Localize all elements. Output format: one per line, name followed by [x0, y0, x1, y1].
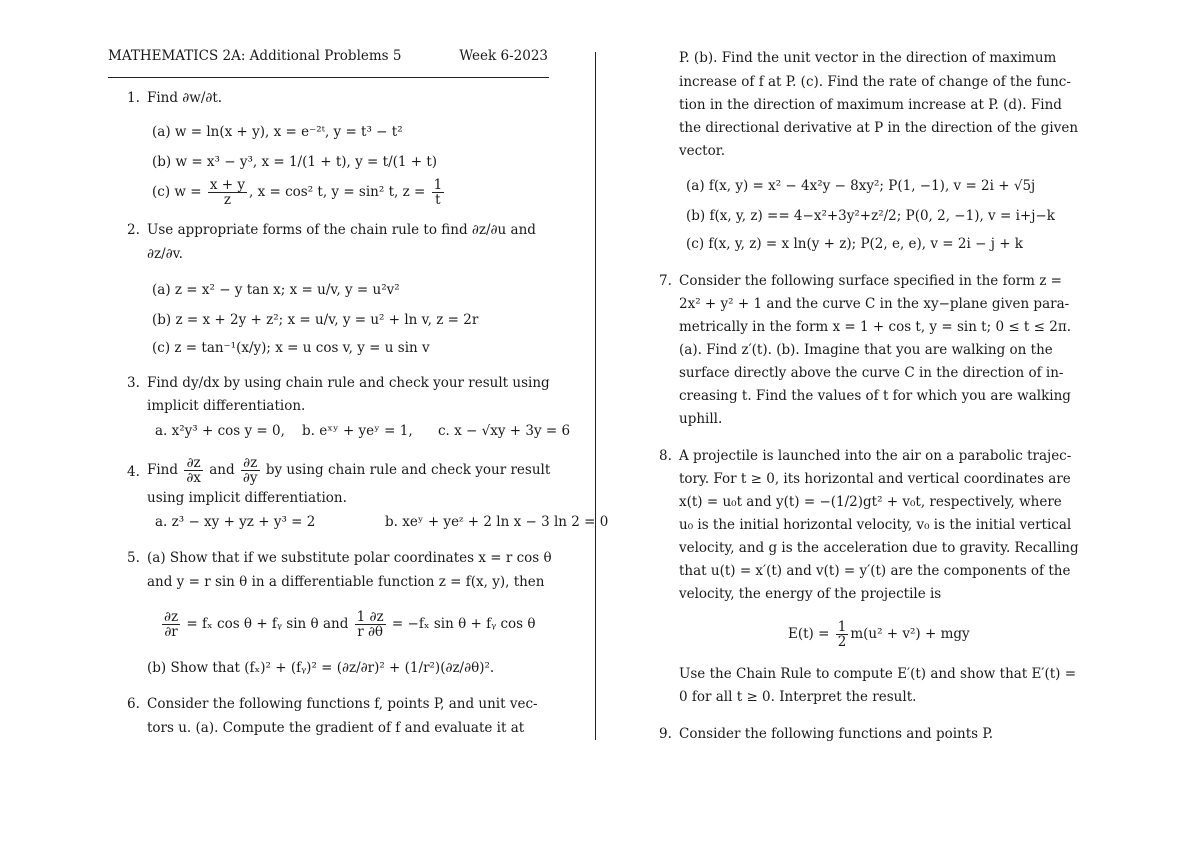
- problem-6-cont-l5: vector.: [679, 143, 725, 159]
- problem-6c: (c) f(x, y, z) = x ln(y + z); P(2, e, e), v = 2i − j + k: [686, 236, 1023, 252]
- column-divider: [595, 52, 596, 740]
- problem-6-number: 6.: [127, 696, 140, 712]
- problem-7-l6: creasing t. Find the values of t for which you are walking: [679, 388, 1071, 404]
- equation-part1: = fₓ cos θ + fᵧ sin θ and: [186, 616, 349, 632]
- fraction-numerator: 1: [837, 619, 847, 635]
- problem-4-rest: by using chain rule and check your result: [265, 462, 551, 478]
- problem-1-text: Find ∂w/∂t.: [147, 90, 223, 106]
- energy-half: [836, 620, 849, 649]
- problem-2-line1: Use appropriate forms of the chain rule to find ∂z/∂u and: [147, 222, 536, 238]
- energy-rhs: m(u² + v²) + mgy: [850, 626, 970, 642]
- fraction-denominator: r ∂θ: [357, 624, 384, 640]
- problem-7-l1: Consider the following surface specified in the form z =: [679, 273, 1062, 289]
- fraction-numerator: ∂z: [184, 456, 203, 471]
- fraction-denominator: z: [223, 192, 231, 208]
- problem-1c-mid: , x = cos² t, y = sin² t, z =: [248, 184, 426, 200]
- problem-7-l2: 2x² + y² + 1 and the curve C in the xy−plane given para-: [679, 296, 1070, 312]
- problem-6-cont-l4: the directional derivative at P in the direction of the given: [679, 120, 1079, 136]
- problem-5-number: 5.: [127, 550, 140, 566]
- problem-8-number: 8.: [659, 448, 672, 464]
- problem-8-l7: velocity, the energy of the projectile is: [679, 586, 942, 602]
- problem-4-line2: using implicit differentiation.: [147, 490, 347, 506]
- partial-z-theta: [355, 610, 386, 639]
- partial-z-y: [241, 456, 260, 485]
- fraction-denominator: ∂y: [242, 470, 258, 486]
- problem-4a: a. z³ − xy + yz + y³ = 2: [155, 514, 316, 530]
- problem-2a: (a) z = x² − y tan x; x = u/v, y = u²v²: [152, 282, 400, 298]
- fraction-numerator: ∂z: [241, 456, 260, 471]
- problem-3-number: 3.: [127, 375, 140, 391]
- problem-2-line2: ∂z/∂v.: [147, 246, 183, 262]
- problem-4-number: 4.: [127, 464, 140, 480]
- problem-7-l3: metrically in the form x = 1 + cos t, y = sin t; 0 ≤ t ≤ 2π.: [679, 319, 1072, 335]
- problem-1-number: 1.: [127, 90, 140, 106]
- problem-8-l2: tory. For t ≥ 0, its horizontal and vertical coordinates are: [679, 471, 1071, 487]
- energy-lhs: E(t) =: [788, 626, 830, 642]
- problem-6a: (a) f(x, y) = x² − 4x²y − 8xy²; P(1, −1), v = 2i + √5j: [686, 178, 1036, 194]
- problem-3a: a. x²y³ + cos y = 0,: [155, 423, 285, 439]
- problem-7-l7: uphill.: [679, 411, 723, 427]
- problem-6-cont-l1: P. (b). Find the unit vector in the direction of maximum: [679, 50, 1057, 66]
- problem-4-and: and: [209, 462, 235, 478]
- problem-4-line1: [147, 456, 550, 485]
- partial-z-x: [184, 456, 203, 485]
- problem-4-find: Find: [147, 462, 179, 478]
- problem-9-number: 9.: [659, 726, 672, 742]
- problem-8-l3: x(t) = u₀t and y(t) = −(1/2)gt² + v₀t, respectively, where: [679, 494, 1062, 510]
- problem-6b: (b) f(x, y, z) == 4−x²+3y²+z²/2; P(0, 2, −1), v = i+j−k: [686, 208, 1055, 224]
- problem-1c: [152, 178, 446, 207]
- problem-6-cont-l2: increase of f at P. (c). Find the rate of change of the func-: [679, 74, 1071, 90]
- partial-z-r: [162, 610, 180, 639]
- problem-6-line1: Consider the following functions f, points P, and unit vec-: [147, 696, 538, 712]
- document-title: MATHEMATICS 2A: Additional Problems 5: [108, 48, 402, 64]
- problem-1c-fraction: [208, 178, 247, 207]
- problem-8-l8: Use the Chain Rule to compute E′(t) and show that E′(t) =: [679, 666, 1077, 682]
- fraction-numerator: ∂z: [164, 609, 179, 625]
- problem-4b: b. xeʸ + yeᶻ + 2 ln x − 3 ln 2 = 0: [385, 514, 609, 530]
- fraction-denominator: 2: [837, 634, 847, 650]
- fraction-numerator: 1 ∂z: [356, 609, 384, 625]
- problem-2c: (c) z = tan⁻¹(x/y); x = u cos v, y = u sin v: [152, 340, 430, 356]
- problem-1c-fraction2: [432, 178, 445, 207]
- problem-8-l1: A projectile is launched into the air on a parabolic trajec-: [679, 448, 1072, 464]
- header-rule: [108, 77, 549, 78]
- problem-7-l4: (a). Find z′(t). (b). Imagine that you are walking on the: [679, 342, 1053, 358]
- week-label: Week 6-2023: [459, 48, 548, 64]
- problem-3c: c. x − √xy + 3y = 6: [438, 423, 571, 439]
- problem-5-line2: and y = r sin θ in a differentiable function z = f(x, y), then: [147, 574, 545, 590]
- problem-3-line2: implicit differentiation.: [147, 398, 306, 414]
- page-header: [108, 48, 550, 68]
- problem-3-line1: Find dy/dx by using chain rule and check your result using: [147, 375, 550, 391]
- problem-8-l4: u₀ is the initial horizontal velocity, v₀ is the initial vertical: [679, 517, 1072, 533]
- problem-1b: (b) w = x³ − y³, x = 1/(1 + t), y = t/(1 + t): [152, 154, 438, 170]
- problem-8-l5: velocity, and g is the acceleration due to gravity. Recalling: [679, 540, 1079, 556]
- problem-7-l5: surface directly above the curve C in the direction of in-: [679, 365, 1064, 381]
- problem-2-number: 2.: [127, 222, 140, 238]
- problem-3b: b. eˣʸ + yeʸ = 1,: [302, 423, 413, 439]
- fraction-denominator: t: [435, 192, 441, 208]
- problem-9-text: Consider the following functions and points P.: [679, 726, 994, 742]
- problem-6-cont-l3: tion in the direction of maximum increase at P. (d). Find: [679, 97, 1062, 113]
- problem-8-l6: that u(t) = x′(t) and v(t) = y′(t) are the components of the: [679, 563, 1071, 579]
- problem-5-line1: (a) Show that if we substitute polar coordinates x = r cos θ: [147, 550, 552, 566]
- problem-7-number: 7.: [659, 273, 672, 289]
- problem-2b: (b) z = x + 2y + z²; x = u/v, y = u² + ln v, z = 2r: [152, 312, 479, 328]
- fraction-denominator: ∂x: [186, 470, 201, 486]
- energy-equation: [788, 620, 970, 649]
- problem-1c-pre: (c) w =: [152, 184, 202, 200]
- problem-6-line2: tors u. (a). Compute the gradient of f and evaluate it at: [147, 720, 525, 736]
- problem-5-equation: [160, 610, 536, 639]
- fraction-denominator: ∂r: [164, 624, 178, 640]
- fraction-numerator: x + y: [209, 177, 245, 193]
- problem-8-l9: 0 for all t ≥ 0. Interpret the result.: [679, 689, 917, 705]
- equation-part2: = −fₓ sin θ + fᵧ cos θ: [391, 616, 536, 632]
- problem-5b: (b) Show that (fₓ)² + (fᵧ)² = (∂z/∂r)² + (1/r²)(∂z/∂θ)².: [147, 660, 495, 676]
- problem-1a: (a) w = ln(x + y), x = e⁻²ᵗ, y = t³ − t²: [152, 124, 403, 140]
- fraction-numerator: 1: [433, 177, 443, 193]
